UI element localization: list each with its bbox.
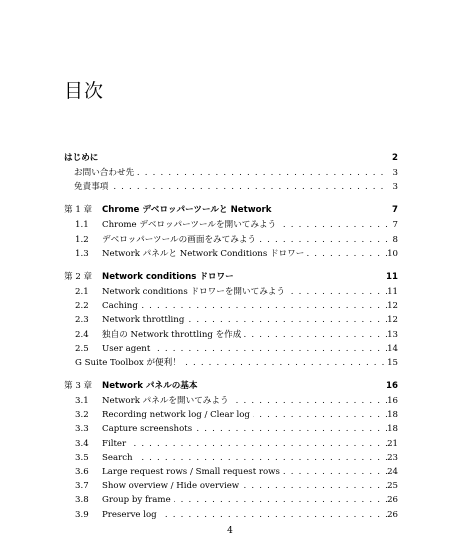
- section-page-number: 8: [392, 234, 398, 245]
- section-title: G Suite Toolbox が便利！ . . .: [75, 356, 388, 370]
- section-title: User agent . . .: [102, 342, 388, 356]
- section-number: 3.6: [75, 467, 89, 477]
- section-page-number: 24: [387, 467, 398, 477]
- toc-entry[interactable]: [64, 422, 398, 436]
- chapter-number: 第 2 章: [64, 271, 93, 282]
- page-number: 4: [227, 526, 233, 536]
- section-page-number: 13: [387, 329, 398, 340]
- section-title: Filter . . .: [102, 437, 388, 451]
- section-number: 2.3: [75, 315, 89, 326]
- chapter-title: Chrome デベロッパーツールと Network: [102, 202, 388, 218]
- section-number: 3.2: [75, 410, 89, 421]
- section-number: 3.9: [75, 509, 89, 520]
- toc-chapter-heading[interactable]: [64, 150, 398, 166]
- section-page-number: 10: [387, 248, 398, 259]
- chapter-page-number: 16: [386, 381, 398, 392]
- toc-entry[interactable]: [64, 299, 398, 313]
- chapter-number: 第 1 章: [64, 205, 93, 216]
- chapter-page-number: 11: [386, 271, 398, 282]
- toc-entry[interactable]: [64, 408, 398, 422]
- section-page-number: 12: [387, 315, 398, 326]
- section-title: Show overview / Hide overview . . .: [102, 479, 388, 493]
- section-page-number: 26: [387, 509, 398, 520]
- section-page-number: 15: [387, 357, 398, 368]
- toc-chapter-heading[interactable]: [64, 269, 398, 285]
- section-number: 1.2: [75, 234, 89, 245]
- section-number: 2.1: [75, 286, 89, 297]
- section-title: Caching . . .: [102, 299, 388, 313]
- toc-entry[interactable]: [64, 285, 398, 299]
- toc-entry[interactable]: [64, 465, 398, 479]
- toc-entry[interactable]: [64, 493, 398, 507]
- section-title: Chrome デベロッパーツールを開いてみよう . . .: [102, 218, 388, 232]
- section-number: 3.3: [75, 424, 89, 435]
- section-number: 1.1: [75, 220, 89, 231]
- section-number: 2.2: [75, 301, 89, 312]
- toc-chapter-heading[interactable]: [64, 378, 398, 394]
- section-number: 3.4: [75, 438, 89, 449]
- chapter-title: はじめに: [64, 150, 388, 166]
- section-page-number: 18: [387, 410, 398, 421]
- toc-entry[interactable]: [64, 166, 398, 180]
- section-page-number: 18: [387, 424, 398, 435]
- section-title: Network conditions ドロワーを開いてみよう . . .: [102, 285, 388, 299]
- chapter-title: Network conditions ドロワー: [102, 269, 388, 285]
- section-page-number: 12: [387, 301, 398, 312]
- chapter-number: 第 3 章: [64, 381, 93, 392]
- section-title: Large request rows / Small request rows . . .: [102, 465, 388, 479]
- chapter-page-number: 7: [392, 205, 398, 216]
- page-title: 目次: [64, 80, 105, 102]
- section-number: 2.4: [75, 329, 89, 340]
- toc-entry[interactable]: [64, 247, 398, 261]
- section-number: 2.5: [75, 343, 89, 354]
- section-title: Recording network log / Clear log . . .: [102, 408, 388, 422]
- section-page-number: 23: [387, 452, 398, 463]
- toc-entry[interactable]: [64, 218, 398, 232]
- toc-chapter-heading[interactable]: [64, 202, 398, 218]
- toc-entry[interactable]: [64, 451, 398, 465]
- toc-entry[interactable]: [64, 437, 398, 451]
- section-title: 独自の Network throttling を作成 . . .: [102, 328, 388, 342]
- section-title: Network パネルを開いてみよう . . .: [102, 394, 388, 408]
- section-title: お問い合わせ先 . . .: [74, 166, 388, 180]
- section-title: 免責事項 . . .: [74, 180, 388, 194]
- toc-entry[interactable]: [64, 342, 398, 356]
- section-page-number: 3: [392, 168, 398, 178]
- section-page-number: 11: [387, 286, 398, 297]
- section-page-number: 25: [387, 481, 398, 492]
- section-page-number: 3: [392, 182, 398, 193]
- section-number: 3.7: [75, 481, 89, 492]
- toc-entry[interactable]: [64, 508, 398, 522]
- toc-entry[interactable]: [64, 328, 398, 342]
- toc-entry[interactable]: [64, 233, 398, 247]
- section-number: 3.1: [75, 396, 89, 407]
- toc-entry[interactable]: [64, 479, 398, 493]
- section-number: 3.8: [75, 495, 89, 506]
- section-title: Network パネルと Network Conditions ドロワー . . .: [102, 247, 388, 261]
- chapter-page-number: 2: [392, 153, 398, 163]
- section-number: 3.5: [75, 452, 89, 463]
- section-page-number: 16: [387, 396, 398, 407]
- section-title: Capture screenshots . . .: [102, 422, 388, 436]
- section-number: 1.3: [75, 248, 89, 259]
- section-page-number: 21: [387, 438, 398, 449]
- section-page-number: 14: [387, 343, 398, 354]
- section-title: Preserve log . . .: [102, 508, 388, 522]
- toc-entry[interactable]: [64, 313, 398, 327]
- section-title: Search . . .: [102, 451, 388, 465]
- section-title: Network throttling . . .: [102, 313, 388, 327]
- section-title: Group by frame . . .: [102, 493, 388, 507]
- toc-entry[interactable]: [64, 180, 398, 194]
- table-of-contents: [64, 150, 398, 522]
- toc-entry[interactable]: [64, 394, 398, 408]
- section-title: デベロッパーツールの画面をみてみよう . . .: [102, 233, 388, 247]
- toc-entry[interactable]: [64, 356, 398, 370]
- section-page-number: 7: [392, 220, 398, 231]
- section-page-number: 26: [387, 495, 398, 506]
- chapter-title: Network パネルの基本: [102, 378, 388, 394]
